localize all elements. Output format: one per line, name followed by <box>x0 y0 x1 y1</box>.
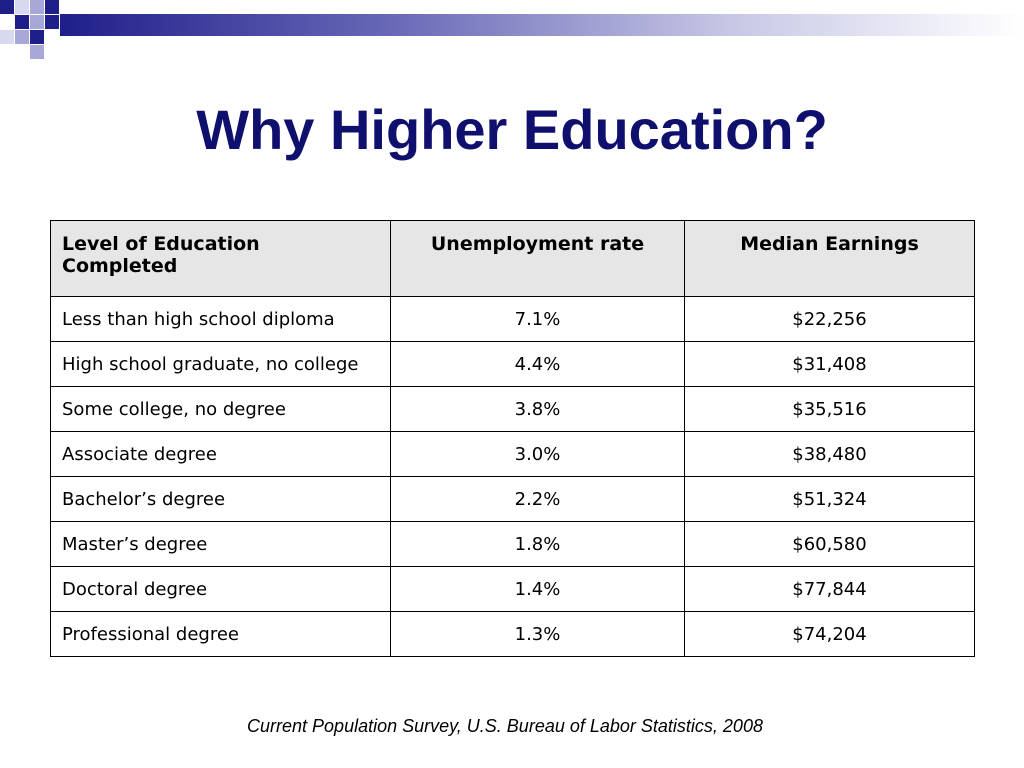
slide-title: Why Higher Education? <box>196 98 828 161</box>
cell-unemployment: 3.8% <box>391 387 685 432</box>
header-squares-graphic <box>0 0 1024 64</box>
cell-level: High school graduate, no college <box>51 342 391 387</box>
cell-earnings: $60,580 <box>685 522 975 567</box>
cell-unemployment: 2.2% <box>391 477 685 522</box>
cell-unemployment: 1.3% <box>391 612 685 657</box>
table-row <box>51 522 975 567</box>
cell-level: Bachelor’s degree <box>51 477 391 522</box>
cell-level: Associate degree <box>51 432 391 477</box>
table-row <box>51 612 975 657</box>
table-row <box>51 297 975 342</box>
cell-earnings: $51,324 <box>685 477 975 522</box>
cell-earnings: $38,480 <box>685 432 975 477</box>
table-row <box>51 477 975 522</box>
cell-level: Less than high school diploma <box>51 297 391 342</box>
source-citation: Current Population Survey, U.S. Bureau of Labor Statistics, 2008 <box>247 716 763 736</box>
cell-unemployment: 1.8% <box>391 522 685 567</box>
cell-unemployment: 7.1% <box>391 297 685 342</box>
cell-earnings: $22,256 <box>685 297 975 342</box>
education-table <box>50 220 975 657</box>
column-header-unemployment: Unemployment rate <box>391 221 685 297</box>
cell-level: Professional degree <box>51 612 391 657</box>
cell-unemployment: 3.0% <box>391 432 685 477</box>
cell-unemployment: 1.4% <box>391 567 685 612</box>
cell-earnings: $77,844 <box>685 567 975 612</box>
header-decoration <box>0 0 1024 64</box>
cell-level: Master’s degree <box>51 522 391 567</box>
table-header-row <box>51 221 975 297</box>
table-row <box>51 432 975 477</box>
cell-level: Some college, no degree <box>51 387 391 432</box>
cell-unemployment: 4.4% <box>391 342 685 387</box>
table-row <box>51 567 975 612</box>
cell-level: Doctoral degree <box>51 567 391 612</box>
table-row <box>51 342 975 387</box>
cell-earnings: $74,204 <box>685 612 975 657</box>
cell-earnings: $31,408 <box>685 342 975 387</box>
column-header-level: Level of Education Completed <box>51 221 391 297</box>
column-header-earnings: Median Earnings <box>685 221 975 297</box>
cell-earnings: $35,516 <box>685 387 975 432</box>
table-row <box>51 387 975 432</box>
